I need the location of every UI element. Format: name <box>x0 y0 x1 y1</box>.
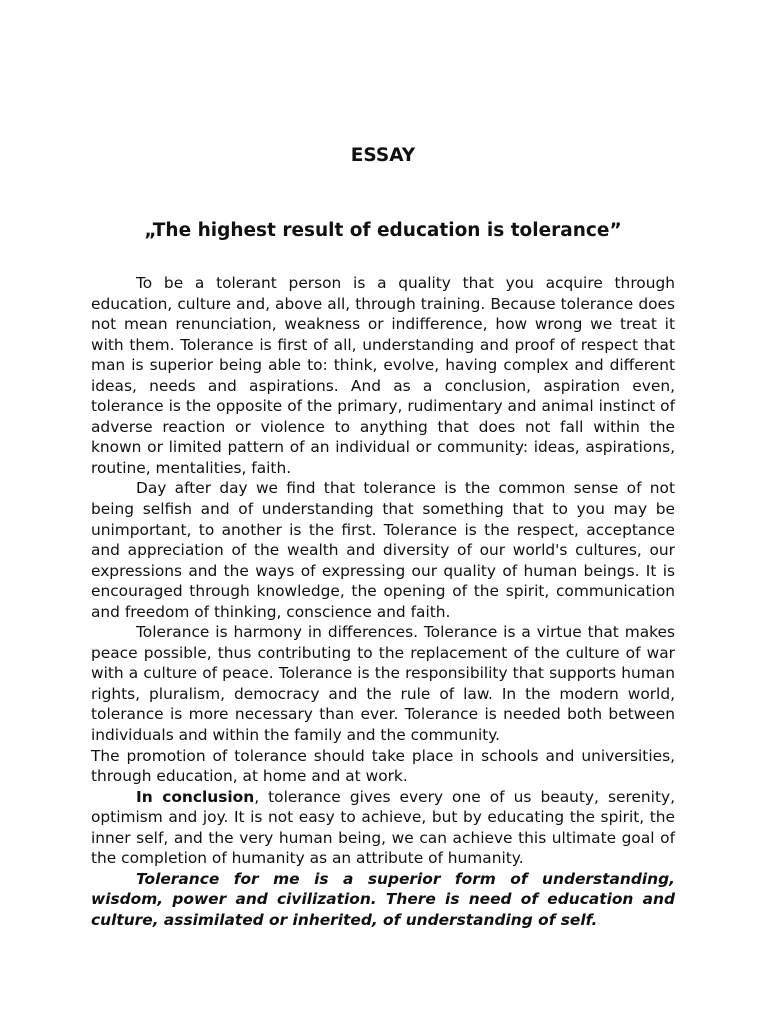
closing-statement: Tolerance for me is a superior form of understanding, wisdom, power and civilization. There is need of education and culture, assimilated or inherited, of understanding of self. <box>91 869 675 929</box>
paragraph-4: The promotion of tolerance should take place in schools and universities, through education, at home and at work. <box>91 746 675 786</box>
essay-body <box>91 273 675 931</box>
paragraph-conclusion <box>91 787 675 869</box>
paragraph-3: Tolerance is harmony in differences. Tolerance is a virtue that makes peace possible, thus contributing to the replacement of the culture of war with a culture of peace. Tolerance is the responsibility that supports human rights, pluralism, democracy and the rule of law. In the modern world, tolerance is more necessary than ever. Tolerance is needed both between individuals and within the family and the community. <box>91 623 675 745</box>
conclusion-text: , tolerance gives every one of us beauty, serenity, optimism and joy. It is not easy to achieve, but by educating the spirit, the inner self, and the very human being, we can achieve this ultimate goal of the completion of humanity as an attribute of humanity. <box>91 787 675 868</box>
essay-heading: ESSAY <box>350 145 416 166</box>
paragraph-2: Day after day we find that tolerance is the common sense of not being selfish and of understanding that something that to you may be unimportant, to another is the first. Tolerance is the respect, acceptance and appreciation of the wealth and diversity of our world's cultures, our expressions and the ways of expressing our quality of human beings. It is encouraged through knowledge, the opening of the spirit, communication and freedom of thinking, conscience and faith. <box>91 479 675 621</box>
essay-title: „The highest result of education is tolerance” <box>144 220 622 241</box>
paragraph-1: To be a tolerant person is a quality that you acquire through education, culture and, above all, through training. Because tolerance does not mean renunciation, weakness or indifference, how wrong we treat it with them. Tolerance is first of all, understanding and proof of respect that man is superior being able to: think, evolve, having complex and different ideas, needs and aspirations. And as a conclusion, aspiration even, tolerance is the opposite of the primary, rudimentary and animal instinct of adverse reaction or violence to anything that does not fall within the known or limited pattern of an individual or community: ideas, aspirations, routine, mentalities, faith. <box>91 274 675 477</box>
conclusion-lead: In conclusion <box>136 787 255 806</box>
